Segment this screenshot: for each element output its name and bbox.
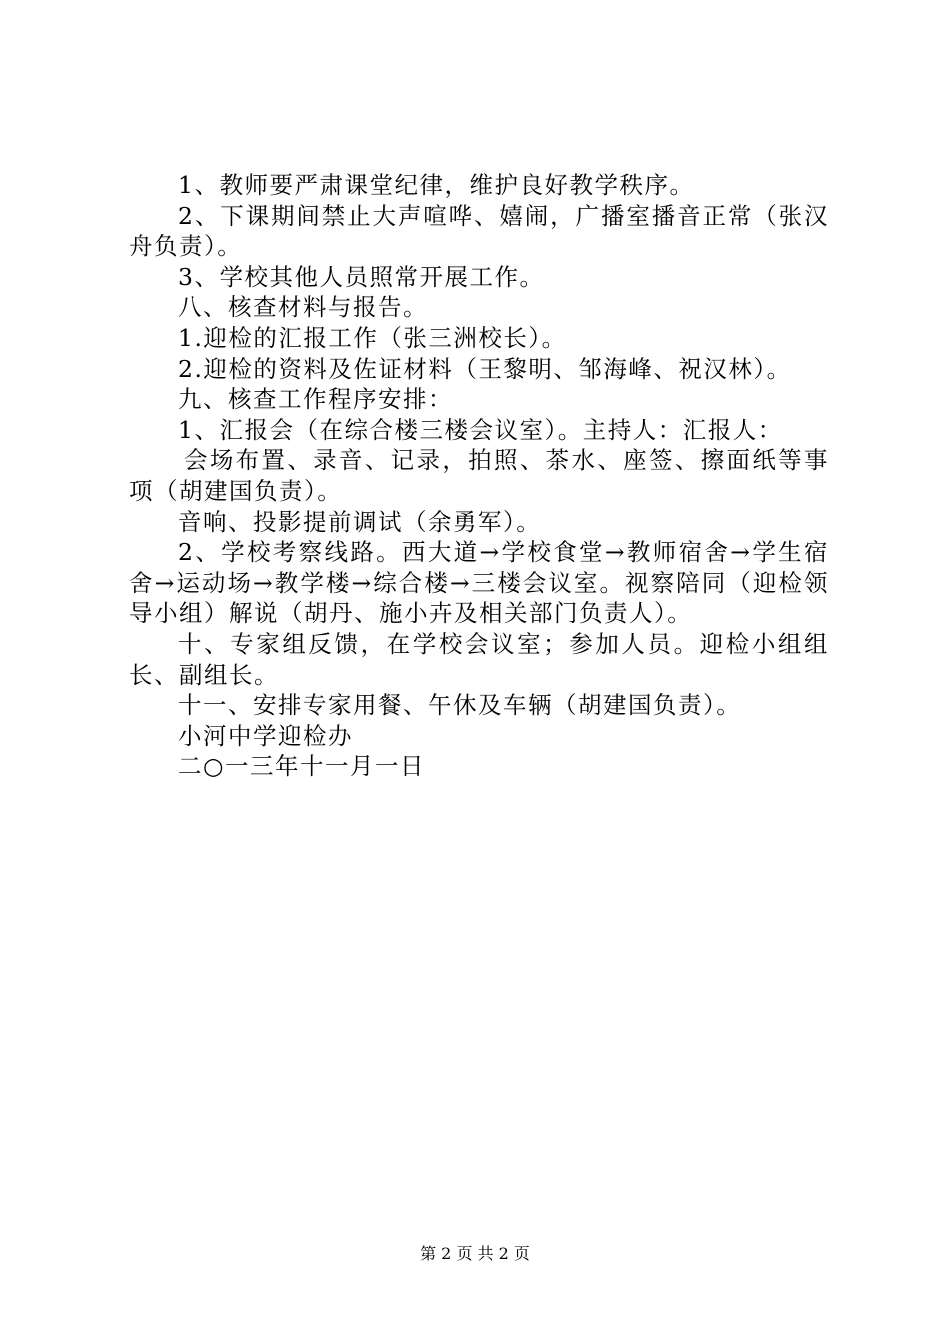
paragraph-discipline: 1、教师要严肃课堂纪律，维护良好教学秩序。	[178, 171, 695, 199]
paragraph-av-setup: 音响、投影提前调试（余勇军）。	[178, 507, 542, 536]
paragraph-inspection-route: 2、学校考察线路。西大道→学校食堂→教师宿舍→学生宿舍→运动场→教学楼→综合楼→三楼会议室。视察陪同（迎检领导小组）解说（胡丹、施小卉及相关部门负责人）。	[129, 538, 829, 628]
section-heading-feedback: 十、专家组反馈，在学校会议室；参加人员。迎检小组组长、副组长。	[129, 629, 829, 689]
page-number-footer: 第 2 页 共 2 页	[420, 1244, 530, 1263]
section-heading-procedure: 九、核查工作程序安排：	[178, 385, 453, 414]
paragraph-venue-setup: 会场布置、录音、记录，拍照、茶水、座签、擦面纸等事项（胡建国负责）。	[129, 446, 829, 505]
document-body	[129, 170, 829, 782]
paragraph-supporting-materials: 2.迎检的资料及佐证材料（王黎明、邹海峰、祝汉林）。	[178, 354, 792, 383]
paragraph-break-time: 2、下课期间禁止大声喧哗、嬉闹，广播室播音正常（张汉舟负责）。	[129, 201, 829, 261]
signature-office: 小河中学迎检办	[178, 721, 353, 750]
section-heading-meals: 十一、安排专家用餐、午休及车辆（胡建国负责）。	[178, 691, 742, 720]
paragraph-briefing-meeting: 1、汇报会（在综合楼三楼会议室）。主持人：汇报人：	[178, 415, 783, 444]
signature-date: 二○一三年十一月一日	[178, 752, 426, 781]
paragraph-other-staff: 3、学校其他人员照常开展工作。	[178, 262, 545, 291]
section-heading-materials: 八、核查材料与报告。	[178, 293, 428, 322]
paragraph-report-work: 1.迎检的汇报工作（张三洲校长）。	[178, 323, 567, 352]
